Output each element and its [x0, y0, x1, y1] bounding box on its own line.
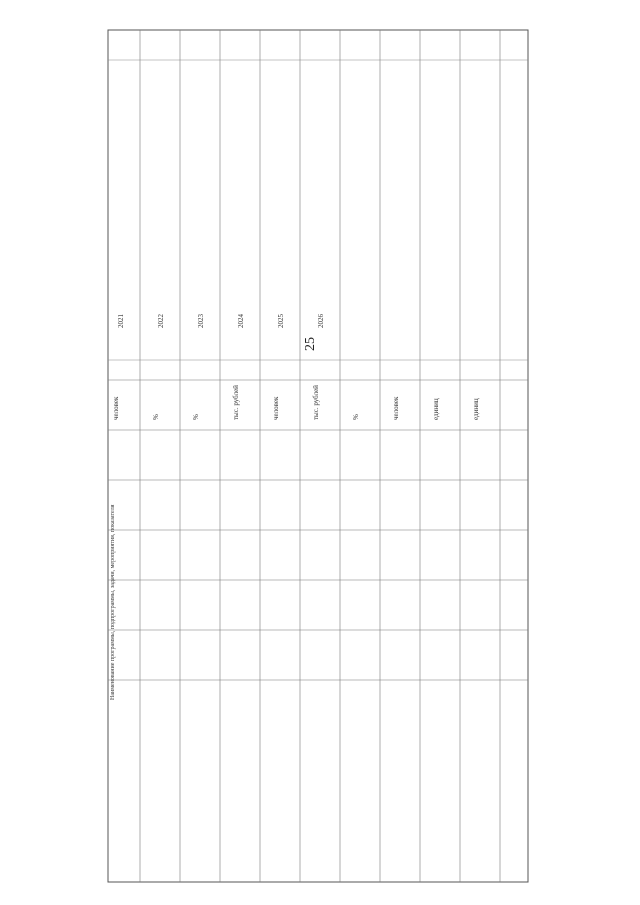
unit-3: %: [192, 414, 200, 420]
year-label-2023: 2023: [197, 314, 205, 328]
legend-title: Наименование программы, подпрограммы, задачи, мероприятия, показателя: [110, 504, 116, 700]
year-label-2022: 2022: [157, 314, 165, 328]
unit-5: человек: [272, 396, 280, 420]
year-label-2021: 2021: [117, 314, 125, 328]
unit-4: тыс. рублей: [232, 385, 240, 420]
unit-2: %: [152, 414, 160, 420]
page-number: 25: [303, 337, 318, 351]
year-label-2026: 2026: [317, 314, 325, 328]
unit-8: человек: [392, 396, 400, 420]
unit-7: %: [352, 414, 360, 420]
unit-10: единиц: [472, 398, 480, 420]
unit-1: человек: [112, 396, 120, 420]
unit-6: тыс. рублей: [312, 385, 320, 420]
year-label-2024: 2024: [237, 314, 245, 328]
unit-9: единиц: [432, 398, 440, 420]
year-label-2025: 2025: [277, 314, 285, 328]
